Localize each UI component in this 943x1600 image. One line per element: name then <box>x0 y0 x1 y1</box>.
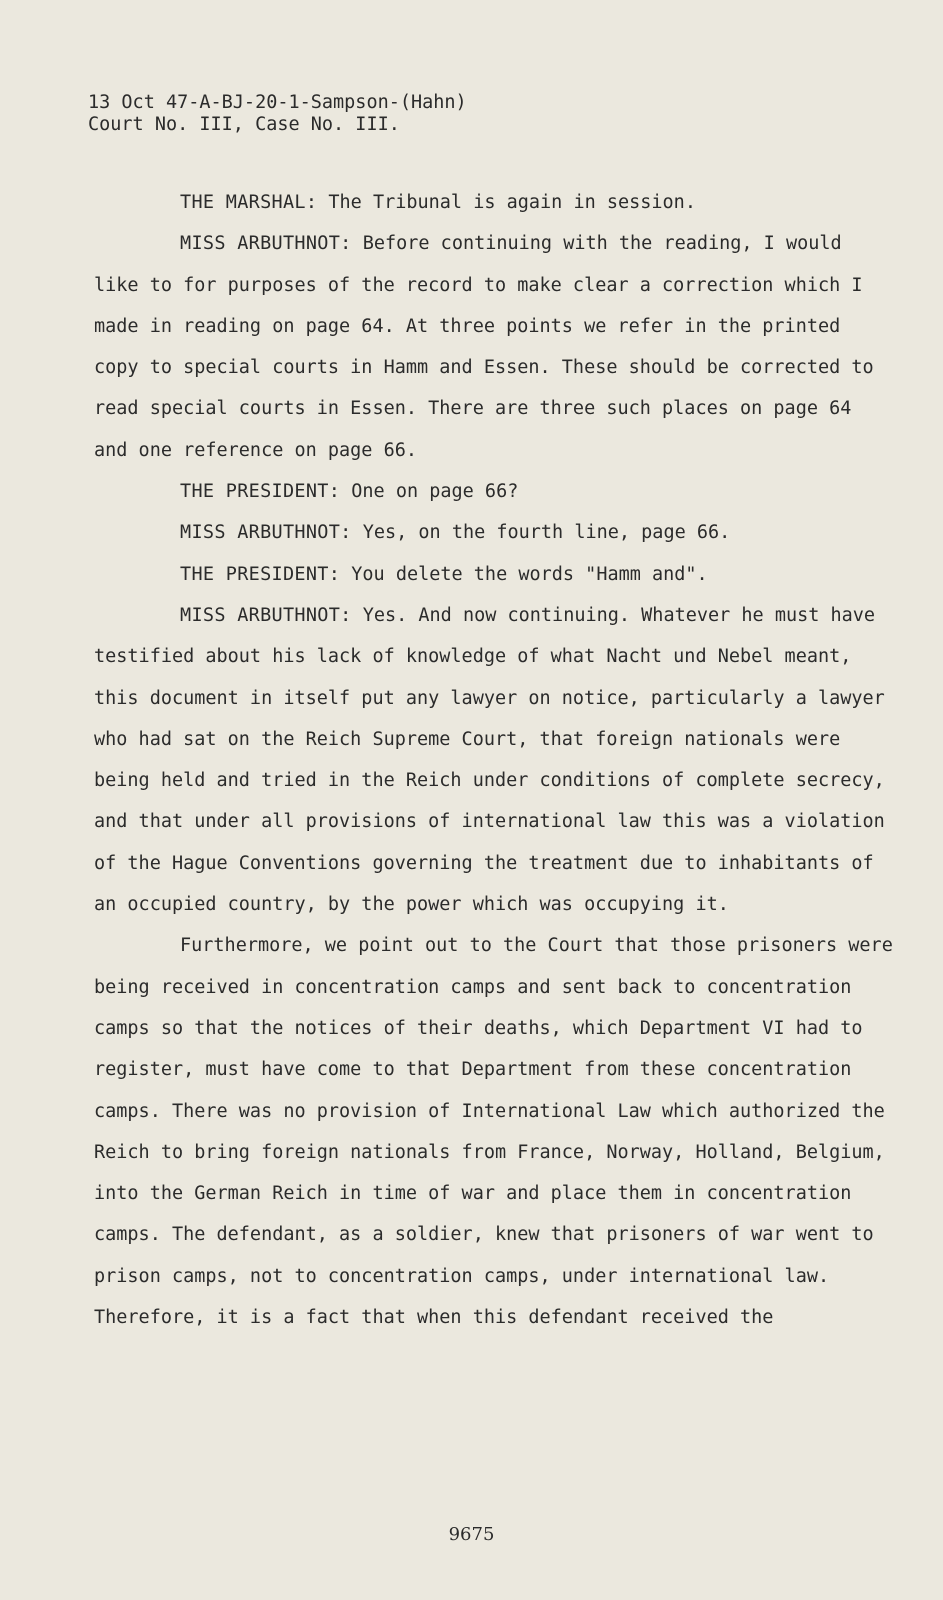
speaker-label: THE PRESIDENT: <box>180 481 341 503</box>
header-line-1: 13 Oct 47-A-BJ-20-1-Sampson-(Hahn) <box>88 92 467 113</box>
paragraph-arbuthnot-1 <box>94 223 894 471</box>
paragraph-text: Before continuing with the reading, I would like to for purposes of the record to make clear a correction which I made in reading on page 64. At three points we refer in the printed copy to special courts in Hamm and Essen. These should be corrected to read special courts in Essen. There are three such places on page 64 and one reference on page 66. <box>94 233 874 461</box>
paragraph-marshal <box>94 182 894 223</box>
paragraph-text: You delete the words "Hamm and". <box>340 563 708 585</box>
speaker-label: MISS ARBUTHNOT: <box>180 522 352 544</box>
page-number: 9675 <box>448 1524 495 1545</box>
paragraph-text: Yes. And now continuing. Whatever he must have testified about his lack of knowledge of what Nacht und Nebel meant, this document in itself put any lawyer on notice, particularly a lawyer who had sat on the Reich Supreme Court, that foreign nationals were being held and tried in the Reich under conditions of complete secrecy, and that under all provisions of international law this was a violation of the Hague Conventions governing the treatment due to inhabitants of an occupied country, by the power which was occupying it. <box>94 604 885 916</box>
paragraph-president-1 <box>94 471 894 512</box>
paragraph-text: One on page 66? <box>340 481 519 503</box>
paragraph-arbuthnot-3 <box>94 595 894 925</box>
speaker-label: MISS ARBUTHNOT: <box>180 604 352 626</box>
paragraph-text: Yes, on the fourth line, page 66. <box>351 522 731 544</box>
paragraph-furthermore <box>94 925 894 1338</box>
paragraph-text: The Tribunal is again in session. <box>317 192 696 213</box>
speaker-label: MISS ARBUTHNOT: <box>180 233 352 255</box>
paragraph-text: Furthermore, we point out to the Court that those prisoners were being received in concentration camps and sent back to concentration camps so that the notices of their deaths, which Department VI had to register, must have come to that Department from these concentration camps. There was no provision of International Law which authorized the Reich to bring foreign nationals from France, Norway, Holland, Belgium, into the German Reich in time of war and place them in concentration camps. The defendant, as a soldier, knew that prisoners of war went to prison camps, not to concentration camps, under international law. Therefore, it is a fact that when this defendant received the <box>94 935 893 1329</box>
header-line-2: Court No. III, Case No. III. <box>88 114 400 135</box>
speaker-label: THE PRESIDENT: <box>180 563 341 585</box>
speaker-label: THE MARSHAL: <box>180 192 318 213</box>
document-header <box>88 92 467 136</box>
paragraph-president-2 <box>94 554 894 595</box>
paragraph-arbuthnot-2 <box>94 512 894 553</box>
transcript-body <box>94 182 894 1338</box>
